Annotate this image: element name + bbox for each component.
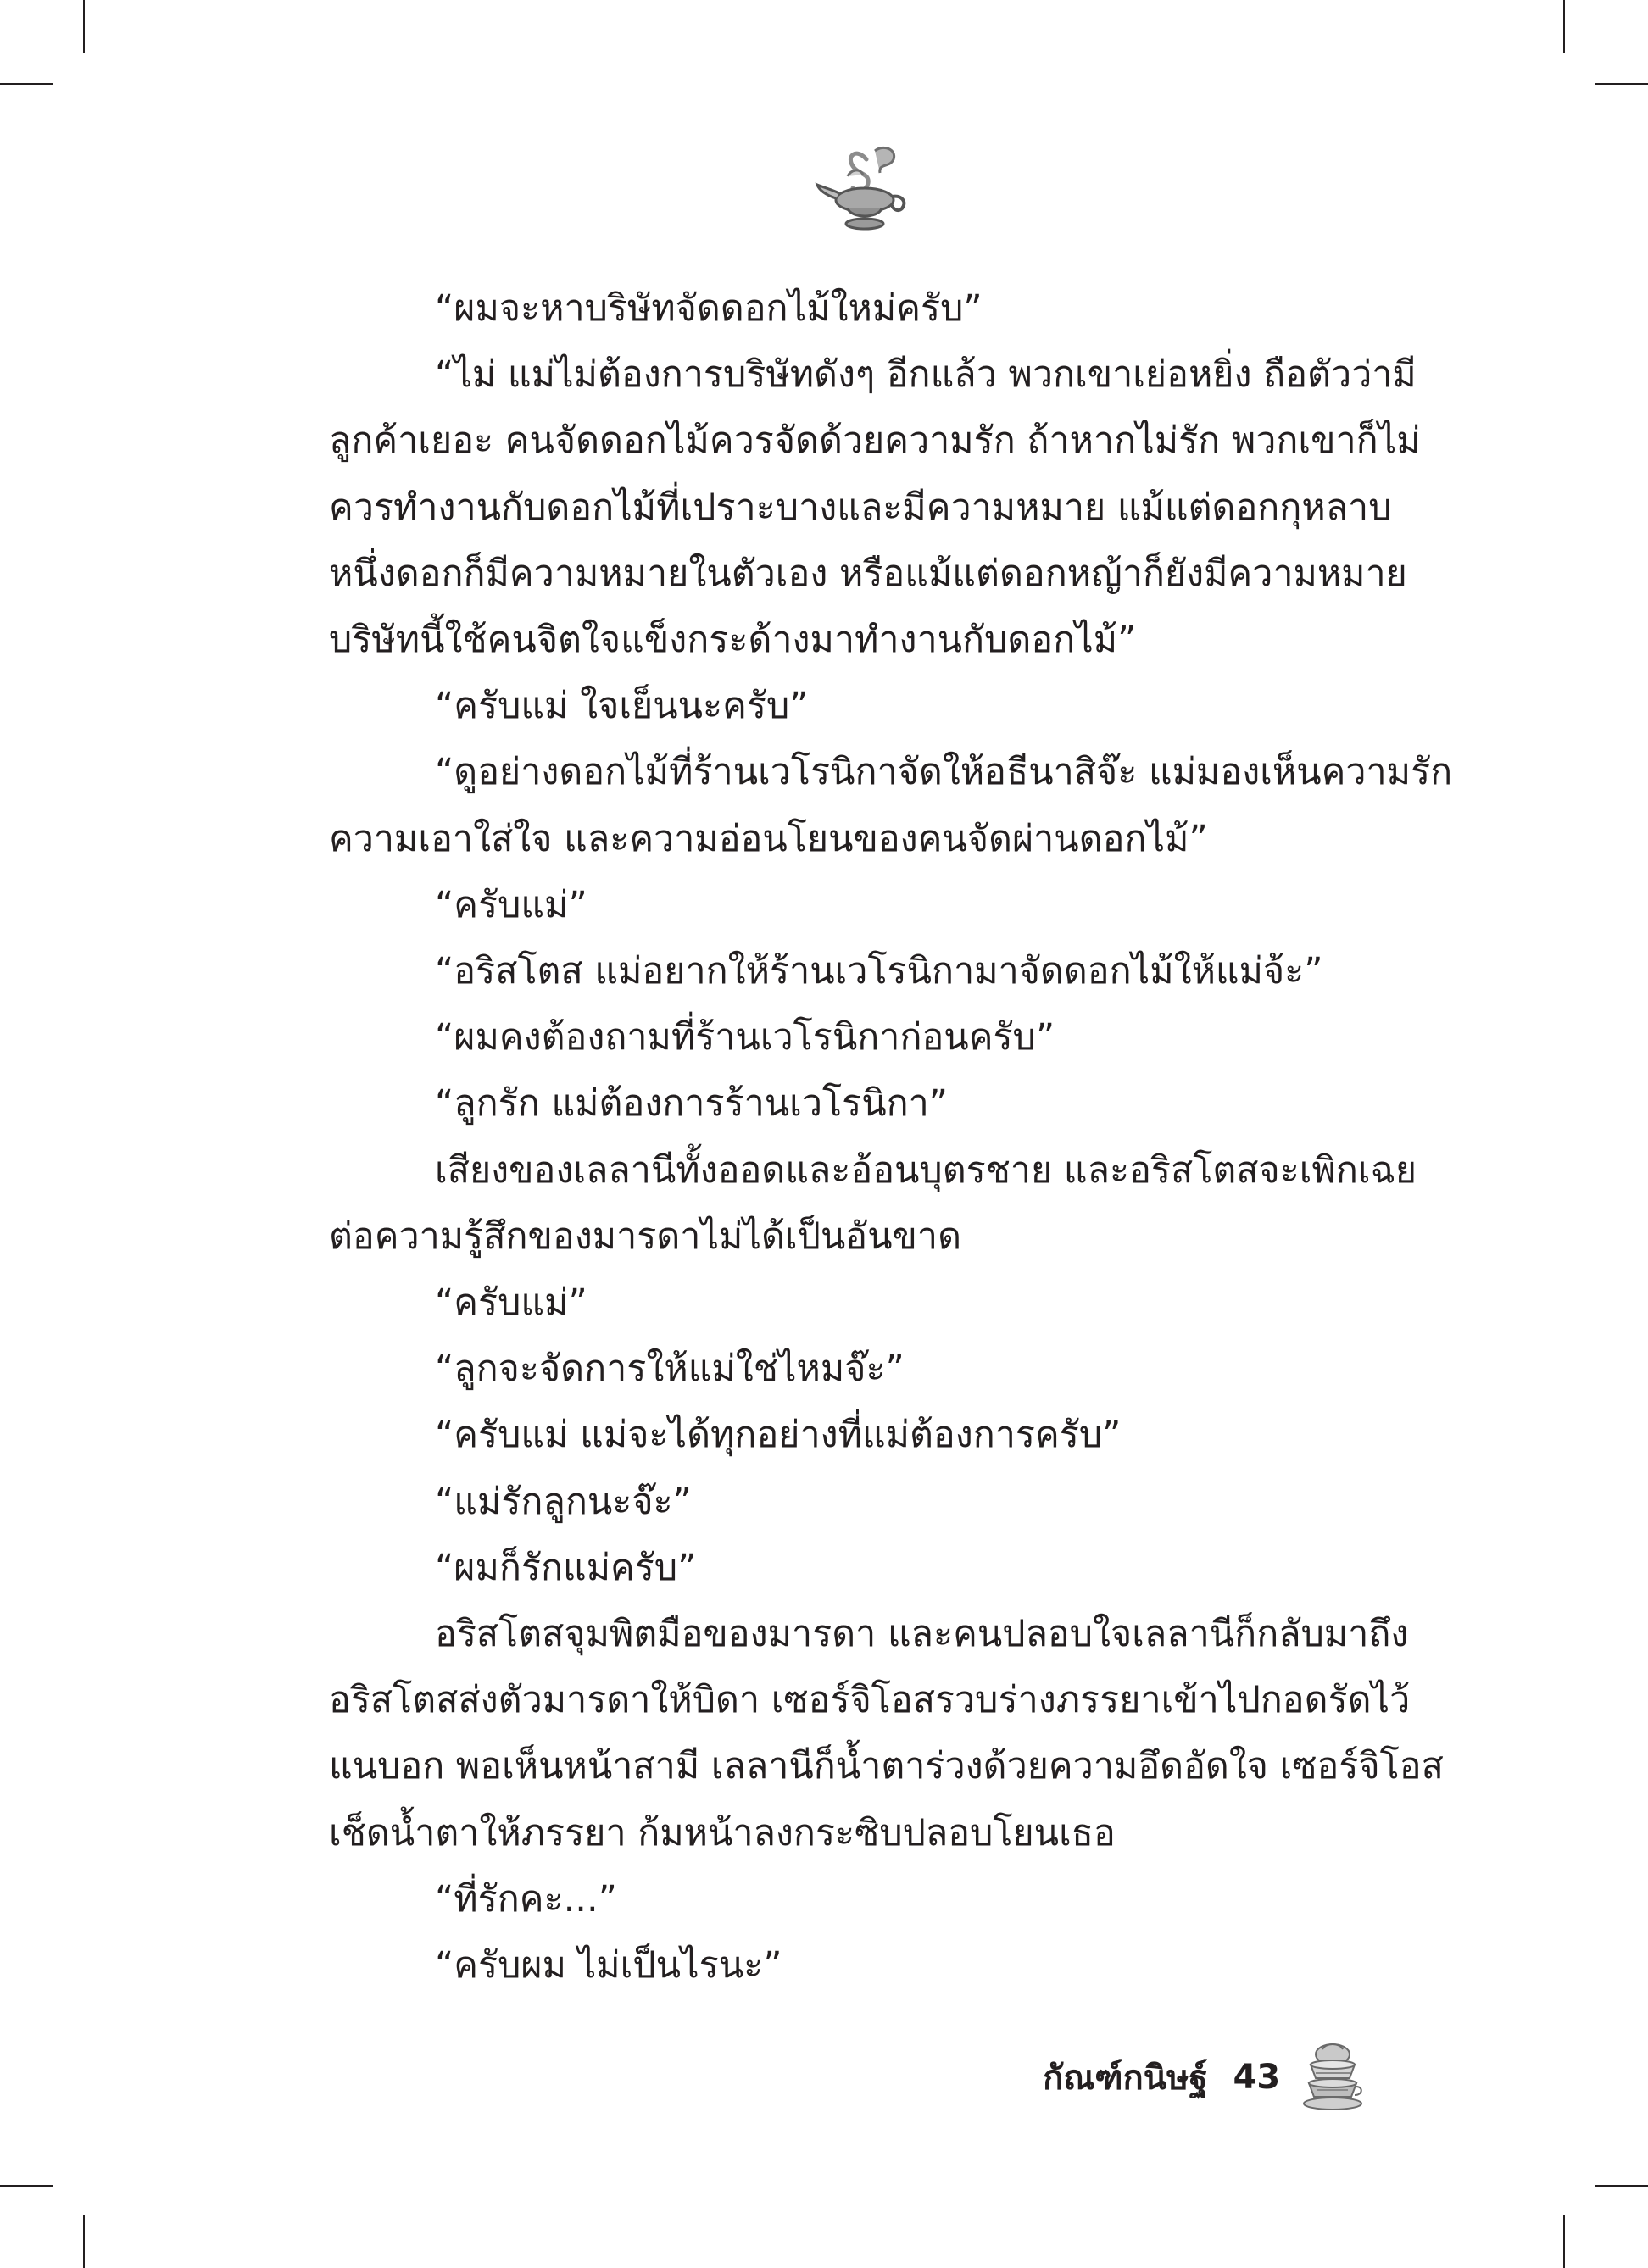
text-line: บริษัทนี้ใช้คนจิตใจแข็งกระด้างมาทำงานกับดอกไม้”: [329, 619, 1137, 662]
crop-mark: [1595, 2185, 1648, 2187]
text-line: “แม่รักลูกนะจ๊ะ”: [435, 1480, 692, 1523]
text-line: ความเอาใส่ใจ และความอ่อนโยนของคนจัดผ่านดอกไม้”: [329, 817, 1208, 860]
text-line: “ผมก็รักแม่ครับ”: [435, 1546, 697, 1589]
text-line: “ครับแม่”: [435, 883, 587, 926]
text-line: ต่อความรู้สึกของมารดาไม่ได้เป็นอันขาด: [329, 1215, 961, 1258]
text-line: หนึ่งดอกก็มีความหมายในตัวเอง หรือแม้แต่ดอกหญ้าก็ยังมีความหมาย: [329, 552, 1407, 595]
text-line: “ผมจะหาบริษัทจัดดอกไม้ใหม่ครับ”: [435, 287, 983, 330]
text-line: “ผมคงต้องถามที่ร้านเวโรนิกาก่อนครับ”: [435, 1016, 1055, 1059]
crop-mark: [83, 0, 85, 53]
text-line: “ครับแม่ ใจเย็นนะครับ”: [435, 685, 809, 728]
text-line: “ลูกจะจัดการให้แม่ใช่ไหมจ๊ะ”: [435, 1348, 905, 1391]
crop-mark: [1595, 83, 1648, 85]
page-number: 43: [1233, 2058, 1281, 2097]
crop-mark: [0, 83, 53, 85]
text-line: เช็ดน้ำตาให้ภรรยา ก้มหน้าลงกระซิบปลอบโยนเธอ: [329, 1811, 1116, 1854]
crop-mark: [83, 2215, 85, 2268]
text-line: ลูกค้าเยอะ คนจัดดอกไม้ควรจัดด้วยความรัก ถ้าหากไม่รัก พวกเขาก็ไม่: [329, 420, 1421, 463]
text-line: อริสโตสจุมพิตมือของมารดา และคนปลอบใจเลลานีก็กลับมาถึง: [435, 1613, 1409, 1656]
text-line: “อริสโตส แม่อยากให้ร้านเวโรนิกามาจัดดอกไม้ให้แม่จ้ะ”: [435, 950, 1323, 993]
genie-lamp-icon: [814, 142, 916, 236]
text-line: “ไม่ แม่ไม่ต้องการบริษัทดังๆ อีกแล้ว พวกเขาเย่อหยิ่ง ถือตัวว่ามี: [435, 353, 1417, 397]
text-line: “ครับแม่”: [435, 1281, 587, 1325]
text-line: “ดูอย่างดอกไม้ที่ร้านเวโรนิกาจัดให้อธีนาสิจ๊ะ แม่มองเห็นความรัก: [435, 751, 1453, 794]
crop-mark: [1563, 0, 1565, 53]
text-line: แนบอก พอเห็นหน้าสามี เลลานีก็น้ำตาร่วงด้วยความอึดอัดใจ เซอร์จิโอส: [329, 1745, 1444, 1788]
teacup-stack-icon: [1299, 2039, 1367, 2115]
text-line: เสียงของเลลานีทั้งออดและอ้อนบุตรชาย และอริสโตสจะเพิกเฉย: [435, 1148, 1417, 1192]
text-line: “ครับผม ไม่เป็นไรนะ”: [435, 1944, 782, 1987]
text-line: อริสโตสส่งตัวมารดาให้บิดา เซอร์จิโอสรวบร่างภรรยาเข้าไปกอดรัดไว้: [329, 1679, 1411, 1722]
text-line: “ลูกรัก แม่ต้องการร้านเวโรนิกา”: [435, 1082, 949, 1126]
crop-mark: [1563, 2215, 1565, 2268]
text-line: “ที่รักคะ...”: [435, 1877, 617, 1921]
text-line: ควรทำงานกับดอกไม้ที่เปราะบางและมีความหมาย แม้แต่ดอกกุหลาบ: [329, 486, 1392, 529]
text-line: “ครับแม่ แม่จะได้ทุกอย่างที่แม่ต้องการครับ”: [435, 1414, 1122, 1457]
page-footer: [1043, 2047, 1367, 2108]
book-title: กัณฑ์กนิษฐ์: [1043, 2059, 1208, 2098]
body-text: [329, 275, 1453, 1998]
crop-mark: [0, 2185, 53, 2187]
